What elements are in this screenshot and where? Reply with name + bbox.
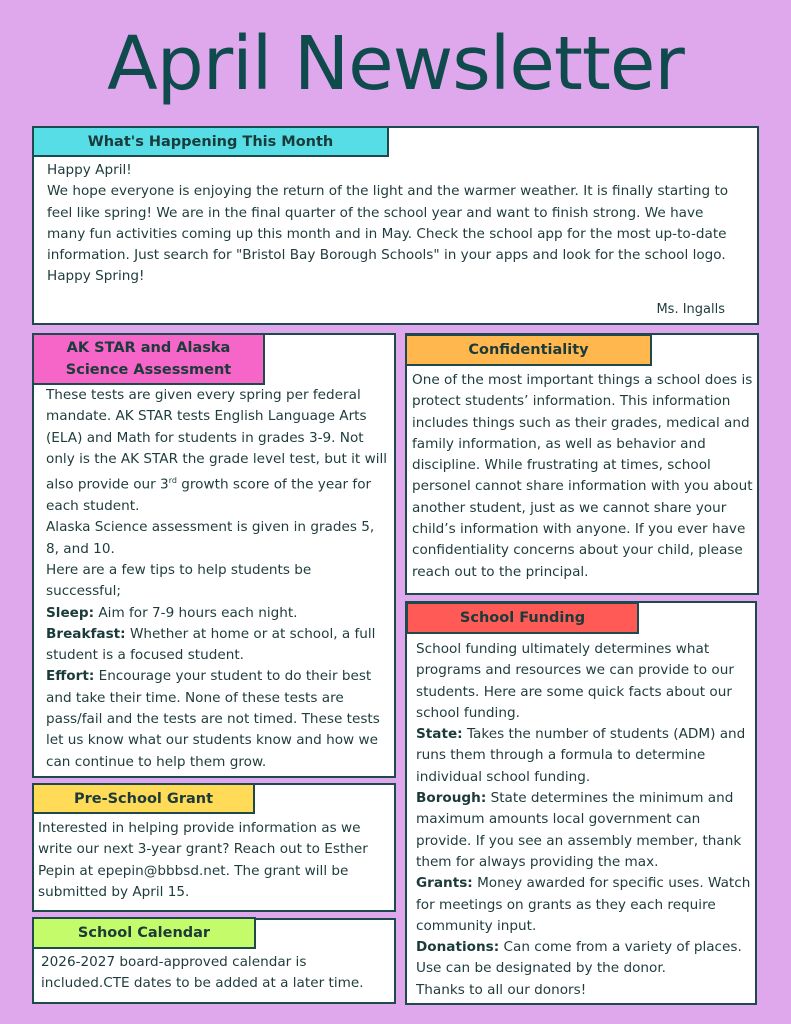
calendar-body: [41, 952, 386, 995]
akstar-tip: Sleep: Aim for 7-9 hours each night.: [46, 604, 298, 621]
funding-fact: Borough: State determines the minimum and maximum amounts local government can provide. If you see an assembly member, thank them for always providing the max.: [416, 790, 742, 870]
funding-intro: School funding ultimately determines what programs and resources we can provide to our students. Here are some quick facts about our school funding.: [416, 641, 734, 721]
akstar-heading: AK STAR and Alaska Science Assessment: [32, 333, 265, 385]
happening-body: [47, 160, 737, 320]
akstar-p2: Alaska Science assessment is given in grades 5, 8, and 10.: [46, 519, 375, 557]
akstar-p1: These tests are given every spring per federal mandate. AK STAR tests English Language Arts (ELA) and Math for students in grades 3-9. Not only is the AK STAR the grade level test, but it will also provide our 3rd growth score of the year for each student.: [46, 387, 388, 515]
preschool-paragraph: Interested in helping provide information as we write our next 3-year grant? Reach out to Esther Pepin at epepin@bbbsd.net. The grant will be submitted by April 15.: [38, 820, 368, 900]
preschool-body: [38, 818, 390, 903]
akstar-p3: Here are a few tips to help students be successful;: [46, 561, 312, 600]
happening-signature: Ms. Ingalls: [656, 301, 725, 317]
funding-closing: Thanks to all our donors!: [416, 981, 587, 998]
confidentiality-paragraph: One of the most important things a school does is protect students’ information. This information includes things such as their grades, medical and family information, as well as behavior and discipline. While frustrating at times, school personel cannot share information with you about another student, just as we cannot share your child’s information with anyone. If you ever have confidentiality concerns about your child, please reach out to the principal.: [412, 372, 753, 580]
preschool-heading: Pre-School Grant: [32, 783, 255, 814]
happening-greeting: Happy April!: [47, 162, 132, 178]
page-title: April Newsletter: [107, 21, 684, 107]
happening-paragraph: We hope everyone is enjoying the return of the light and the warmer weather. It is finally starting to feel like spring! We are in the final quarter of the school year and want to finish strong. We have many fun activities coming up this month and in May. Check the school app for the most up-to-date information. Just search for "Bristol Bay Borough Schools" in your apps and look for the school logo.: [47, 183, 729, 264]
confidentiality-heading: Confidentiality: [405, 334, 652, 366]
happening-closing: Happy Spring!: [47, 268, 145, 285]
funding-fact: State: Takes the number of students (ADM) and runs them through a formula to determine individual school funding.: [416, 726, 746, 785]
happening-heading: What's Happening This Month: [32, 126, 389, 157]
funding-fact: Grants: Money awarded for specific uses. Watch for meetings on grants as they each require community input.: [416, 875, 751, 934]
calendar-heading: School Calendar: [32, 917, 256, 949]
funding-body: [416, 639, 754, 1001]
akstar-tip: Breakfast: Whether at home or at school, a full student is a focused student.: [46, 625, 376, 664]
funding-fact: Donations: Can come from a variety of places. Use can be designated by the donor.: [416, 939, 742, 977]
akstar-body: [46, 385, 388, 773]
funding-heading: School Funding: [406, 602, 639, 634]
confidentiality-body: [412, 370, 754, 583]
akstar-tip: Effort: Encourage your student to do their best and take their time. None of these tests are pass/fail and the tests are not timed. These tests let us know what our students know and how we can continue to help them grow.: [46, 668, 380, 770]
calendar-paragraph: 2026-2027 board-approved calendar is included.CTE dates to be added at a later time.: [41, 954, 364, 992]
